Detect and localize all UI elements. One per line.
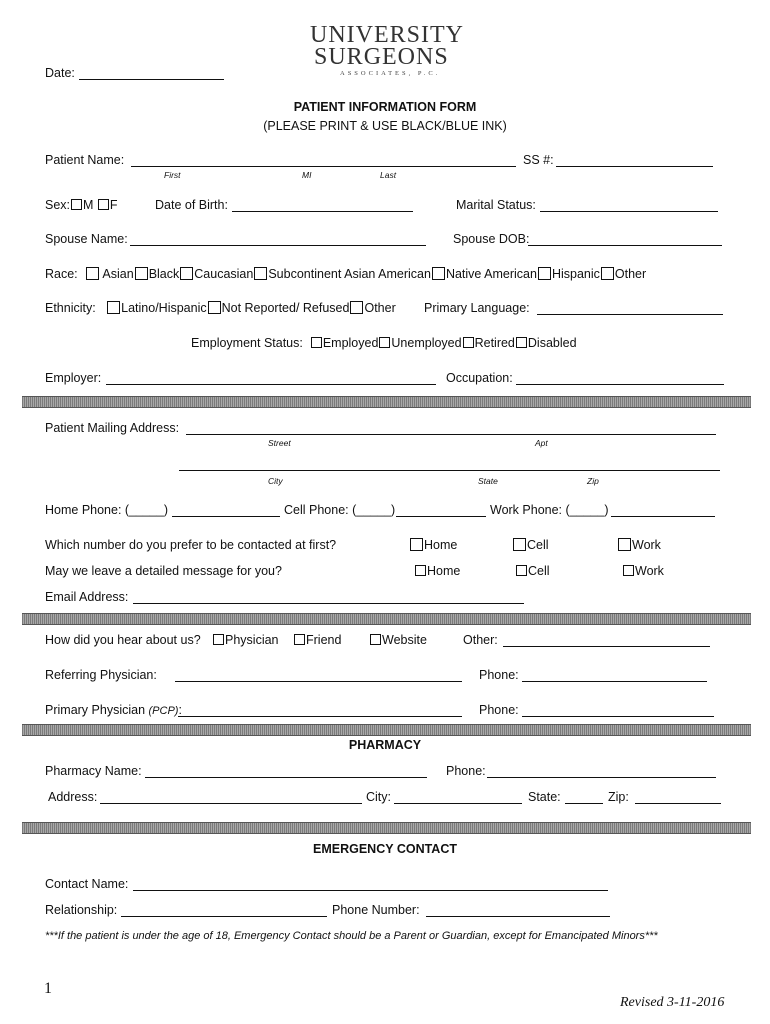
caption-last: Last bbox=[380, 170, 397, 180]
occupation-label: Occupation: bbox=[446, 371, 513, 385]
hear-physician-label: Physician bbox=[225, 633, 279, 647]
logo-line-3: ASSOCIATES, P.C. bbox=[340, 70, 441, 77]
caption-zip: Zip bbox=[587, 476, 599, 486]
page-number: 1 bbox=[44, 980, 52, 997]
race-subcontinent-label: Subcontinent Asian American bbox=[268, 267, 431, 281]
message-home-checkbox[interactable] bbox=[415, 565, 426, 576]
contact-first-home-checkbox[interactable] bbox=[410, 538, 423, 551]
spouse-dob-field[interactable] bbox=[528, 245, 722, 246]
pharmacy-name-field[interactable] bbox=[145, 777, 427, 778]
ethnicity-latino-checkbox[interactable] bbox=[107, 301, 120, 314]
relationship-label: Relationship: bbox=[45, 903, 118, 917]
cell-phone-label: Cell Phone: (_____) bbox=[284, 503, 396, 517]
employment-row bbox=[191, 336, 577, 351]
pharmacy-address-field[interactable] bbox=[100, 803, 362, 804]
ethnicity-latino-label: Latino/Hispanic bbox=[121, 301, 207, 315]
race-black-label: Black bbox=[148, 267, 180, 281]
retired-checkbox[interactable] bbox=[463, 337, 474, 348]
contact-first-question: Which number do you prefer to be contacted at first? bbox=[45, 538, 337, 552]
university-surgeons-logo bbox=[310, 22, 480, 77]
ethnicity-other-checkbox[interactable] bbox=[350, 301, 363, 314]
disabled-label: Disabled bbox=[527, 336, 577, 350]
message-work-checkbox[interactable] bbox=[623, 565, 634, 576]
pharmacy-phone-field[interactable] bbox=[487, 777, 716, 778]
unemployed-checkbox[interactable] bbox=[379, 337, 390, 348]
primary-physician-colon: : bbox=[178, 703, 182, 717]
pharmacy-zip-field[interactable] bbox=[635, 803, 721, 804]
marital-status-field[interactable] bbox=[540, 211, 718, 212]
emergency-heading: EMERGENCY CONTACT bbox=[313, 842, 457, 856]
pharmacy-city-field[interactable] bbox=[394, 803, 522, 804]
referring-phone-label: Phone: bbox=[479, 668, 519, 682]
marital-status-label: Marital Status: bbox=[456, 198, 536, 212]
message-home-label: Home bbox=[427, 564, 461, 578]
sex-f-label: F bbox=[109, 198, 118, 212]
hear-friend-checkbox[interactable] bbox=[294, 634, 305, 645]
sex-m-checkbox[interactable] bbox=[71, 199, 82, 210]
unemployed-label: Unemployed bbox=[391, 336, 462, 350]
minor-note: ***If the patient is under the age of 18, Emergency Contact should be a Parent or Guardian, except for Emancipated Minors*** bbox=[45, 930, 658, 942]
section-divider bbox=[22, 396, 751, 408]
pharmacy-state-field[interactable] bbox=[565, 803, 603, 804]
pharmacy-city-label: City: bbox=[366, 790, 391, 804]
race-other-checkbox[interactable] bbox=[601, 267, 614, 280]
referring-phone-field[interactable] bbox=[522, 681, 707, 682]
ss-label: SS #: bbox=[523, 153, 554, 167]
employer-field[interactable] bbox=[106, 384, 436, 385]
retired-label: Retired bbox=[474, 336, 515, 350]
spouse-name-field[interactable] bbox=[130, 245, 426, 246]
race-native-american-label: Native American bbox=[445, 267, 537, 281]
sex-row bbox=[45, 198, 118, 213]
primary-physician-field[interactable] bbox=[178, 716, 462, 717]
work-phone-field[interactable] bbox=[611, 516, 715, 517]
contact-first-home bbox=[409, 538, 457, 553]
message-cell-checkbox[interactable] bbox=[516, 565, 527, 576]
form-title: PATIENT INFORMATION FORM bbox=[293, 100, 477, 114]
pharmacy-name-label: Pharmacy Name: bbox=[45, 764, 142, 778]
patient-name-label: Patient Name: bbox=[45, 153, 125, 167]
street-field[interactable] bbox=[186, 434, 716, 435]
race-hispanic-checkbox[interactable] bbox=[538, 267, 551, 280]
message-question: May we leave a detailed message for you? bbox=[45, 564, 282, 578]
hear-website-label: Website bbox=[382, 633, 427, 647]
emergency-phone-label: Phone Number: bbox=[332, 903, 420, 917]
message-cell bbox=[515, 564, 550, 579]
employed-checkbox[interactable] bbox=[311, 337, 322, 348]
logo-line-1: UNIVERSITY bbox=[310, 22, 464, 48]
referring-physician-label: Referring Physician: bbox=[45, 668, 157, 682]
hear-other-label: Other: bbox=[463, 633, 498, 647]
spouse-name-label: Spouse Name: bbox=[45, 232, 128, 246]
hear-about-label: How did you hear about us? bbox=[45, 633, 201, 647]
mailing-address-label: Patient Mailing Address: bbox=[45, 421, 180, 435]
caption-street: Street bbox=[268, 438, 291, 448]
race-row bbox=[45, 267, 646, 282]
hear-other-field[interactable] bbox=[503, 646, 710, 647]
caption-first: First bbox=[164, 170, 181, 180]
primary-language-field[interactable] bbox=[537, 314, 723, 315]
ethnicity-label: Ethnicity: bbox=[45, 301, 96, 315]
logo-line-2: SURGEONS bbox=[314, 44, 449, 70]
race-asian-label: Asian bbox=[102, 267, 134, 281]
pharmacy-heading: PHARMACY bbox=[348, 738, 422, 752]
contact-first-cell-label: Cell bbox=[527, 538, 549, 552]
cell-phone-field[interactable] bbox=[396, 516, 486, 517]
ethnicity-other-label: Other bbox=[364, 301, 396, 315]
pharmacy-phone-label: Phone: bbox=[446, 764, 486, 778]
message-work bbox=[622, 564, 664, 579]
hear-friend-label: Friend bbox=[306, 633, 342, 647]
ethnicity-row bbox=[45, 301, 396, 316]
relationship-field[interactable] bbox=[121, 916, 327, 917]
sex-label: Sex: bbox=[45, 198, 71, 212]
spouse-dob-label: Spouse DOB: bbox=[453, 232, 530, 246]
city-state-zip-field[interactable] bbox=[179, 470, 720, 471]
race-black-checkbox[interactable] bbox=[135, 267, 148, 280]
section-divider bbox=[22, 822, 751, 834]
primary-language-label: Primary Language: bbox=[424, 301, 530, 315]
contact-first-cell bbox=[512, 538, 549, 553]
occupation-field[interactable] bbox=[516, 384, 724, 385]
hear-physician-checkbox[interactable] bbox=[213, 634, 224, 645]
race-other-label: Other bbox=[614, 267, 647, 281]
employment-label: Employment Status: bbox=[191, 336, 303, 350]
contact-name-label: Contact Name: bbox=[45, 877, 129, 891]
pharmacy-zip-label: Zip: bbox=[608, 790, 629, 804]
hear-website-checkbox[interactable] bbox=[370, 634, 381, 645]
pharmacy-state-label: State: bbox=[528, 790, 561, 804]
pcp-label: (PCP) bbox=[148, 705, 179, 717]
ethnicity-not-reported-checkbox[interactable] bbox=[208, 301, 221, 314]
message-work-label: Work bbox=[635, 564, 664, 578]
message-cell-label: Cell bbox=[528, 564, 550, 578]
contact-first-home-label: Home bbox=[424, 538, 458, 552]
section-divider bbox=[22, 724, 751, 736]
sex-f-checkbox[interactable] bbox=[98, 199, 109, 210]
ss-field[interactable] bbox=[556, 166, 713, 167]
race-label: Race: bbox=[45, 267, 78, 281]
disabled-checkbox[interactable] bbox=[516, 337, 527, 348]
section-divider bbox=[22, 613, 751, 625]
patient-name-field[interactable] bbox=[131, 166, 516, 167]
email-field[interactable] bbox=[133, 603, 524, 604]
primary-phone-label: Phone: bbox=[479, 703, 519, 717]
race-native-american-checkbox[interactable] bbox=[432, 267, 445, 280]
race-caucasian-label: Caucasian bbox=[194, 267, 254, 281]
work-phone-label: Work Phone: (_____) bbox=[490, 503, 609, 517]
date-label: Date: bbox=[45, 66, 75, 80]
caption-mi: MI bbox=[302, 170, 312, 180]
hear-friend bbox=[293, 633, 341, 648]
race-hispanic-label: Hispanic bbox=[551, 267, 600, 281]
sex-m-label: M bbox=[83, 198, 94, 212]
emergency-phone-field[interactable] bbox=[426, 916, 610, 917]
contact-first-work-checkbox[interactable] bbox=[618, 538, 631, 551]
primary-physician-text: Primary Physician bbox=[45, 703, 146, 717]
dob-field[interactable] bbox=[232, 211, 413, 212]
dob-label: Date of Birth: bbox=[155, 198, 228, 212]
primary-phone-field[interactable] bbox=[522, 716, 714, 717]
referring-physician-field[interactable] bbox=[175, 681, 462, 682]
caption-apt: Apt bbox=[535, 438, 548, 448]
email-label: Email Address: bbox=[45, 590, 129, 604]
ethnicity-not-reported-label: Not Reported/ Refused bbox=[221, 301, 350, 315]
revision-date: Revised 3-11-2016 bbox=[620, 995, 725, 1010]
race-subcontinent-checkbox[interactable] bbox=[254, 267, 267, 280]
caption-city: City bbox=[268, 476, 283, 486]
contact-first-work-label: Work bbox=[632, 538, 661, 552]
race-caucasian-checkbox[interactable] bbox=[180, 267, 193, 280]
race-asian-checkbox[interactable] bbox=[86, 267, 99, 280]
home-phone-label: Home Phone: (_____) bbox=[45, 503, 168, 517]
date-field[interactable] bbox=[79, 79, 224, 80]
contact-first-work bbox=[617, 538, 661, 553]
employed-label: Employed bbox=[322, 336, 379, 350]
pharmacy-address-label: Address: bbox=[48, 790, 98, 804]
message-home bbox=[414, 564, 460, 579]
primary-physician-label bbox=[45, 703, 182, 719]
employer-label: Employer: bbox=[45, 371, 102, 385]
hear-website bbox=[369, 633, 427, 648]
contact-first-cell-checkbox[interactable] bbox=[513, 538, 526, 551]
contact-name-field[interactable] bbox=[133, 890, 608, 891]
caption-state: State bbox=[478, 476, 498, 486]
home-phone-field[interactable] bbox=[172, 516, 280, 517]
hear-physician bbox=[212, 633, 279, 648]
form-subtitle: (PLEASE PRINT & USE BLACK/BLUE INK) bbox=[263, 119, 507, 133]
